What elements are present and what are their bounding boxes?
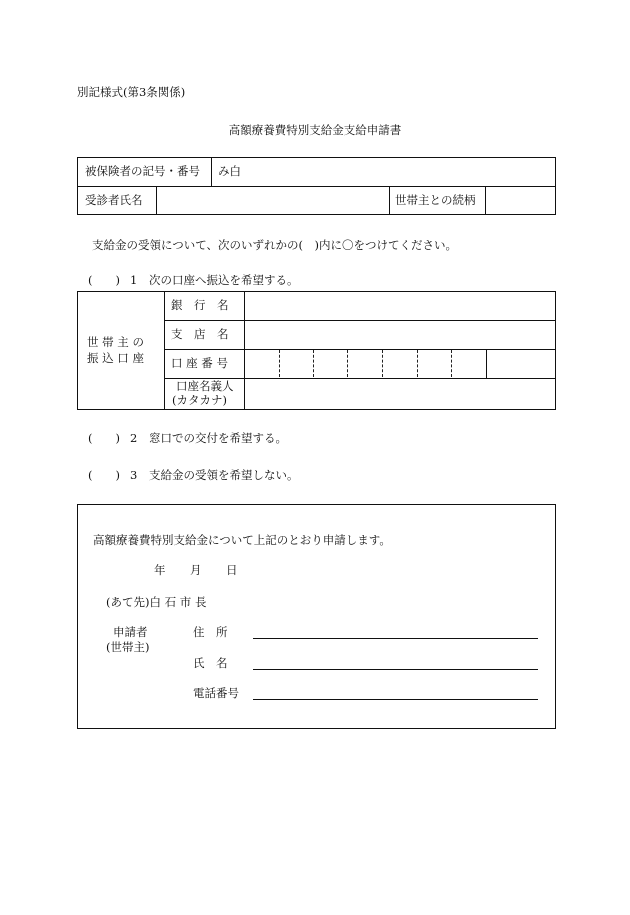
declaration-statement: 高額療養費特別支給金について上記のとおり申請します。	[93, 533, 391, 547]
applicant-sub-label: (世帯主)	[106, 640, 150, 654]
branch-label: 支 店 名	[171, 327, 229, 341]
insured-number-field[interactable]: み白	[218, 164, 241, 178]
option-checkbox[interactable]: ( )	[88, 468, 120, 482]
option-number: 2	[130, 431, 138, 445]
account-number-field[interactable]	[246, 351, 484, 377]
applicant-name-field[interactable]	[253, 669, 538, 670]
bank-name-field[interactable]	[246, 293, 554, 319]
branch-field[interactable]	[246, 322, 554, 348]
account-holder-field[interactable]	[246, 380, 554, 408]
option-number: 3	[130, 468, 138, 482]
patient-name-field[interactable]	[158, 188, 387, 214]
account-number-label: 口 座 番 号	[171, 356, 228, 370]
option-checkbox[interactable]: ( )	[88, 431, 120, 445]
instruction-text: 支給金の受領について、次のいずれかの( )内に〇をつけてください。	[92, 238, 458, 252]
addressee: (あて先)白 石 市 長	[106, 595, 207, 609]
applicant-label: 申請者	[113, 625, 148, 639]
account-side-label-1: 世 帯 主 の	[87, 335, 144, 349]
option-text: 次の口座へ振込を希望する。	[149, 273, 299, 287]
phone-label: 電話番号	[193, 686, 239, 700]
option-text: 支給金の受領を希望しない。	[149, 468, 299, 482]
insured-number-label: 被保険者の記号・番号	[85, 164, 200, 178]
applicant-name-label: 氏 名	[193, 656, 228, 670]
bank-name-label: 銀 行 名	[171, 298, 229, 312]
relationship-label: 世帯主との続柄	[395, 193, 476, 207]
account-holder-label-1: 口座名義人	[176, 379, 234, 393]
option-text: 窓口での交付を希望する。	[149, 431, 287, 445]
account-side-label-2: 振 込 口 座	[87, 351, 144, 365]
month-label: 月	[190, 563, 202, 577]
address-field[interactable]	[253, 638, 538, 639]
option-number: 1	[130, 273, 138, 287]
year-label: 年	[154, 563, 166, 577]
day-label: 日	[226, 563, 238, 577]
phone-field[interactable]	[253, 699, 538, 700]
patient-name-label: 受診者氏名	[85, 193, 143, 207]
form-label: 別記様式(第3条関係)	[77, 85, 186, 99]
relationship-field[interactable]	[487, 188, 554, 214]
account-holder-label-2: (カタカナ)	[172, 393, 227, 407]
page-title: 高額療養費特別支給金支給申請書	[228, 123, 402, 137]
option-checkbox[interactable]: ( )	[88, 273, 120, 287]
address-label: 住 所	[193, 625, 228, 639]
